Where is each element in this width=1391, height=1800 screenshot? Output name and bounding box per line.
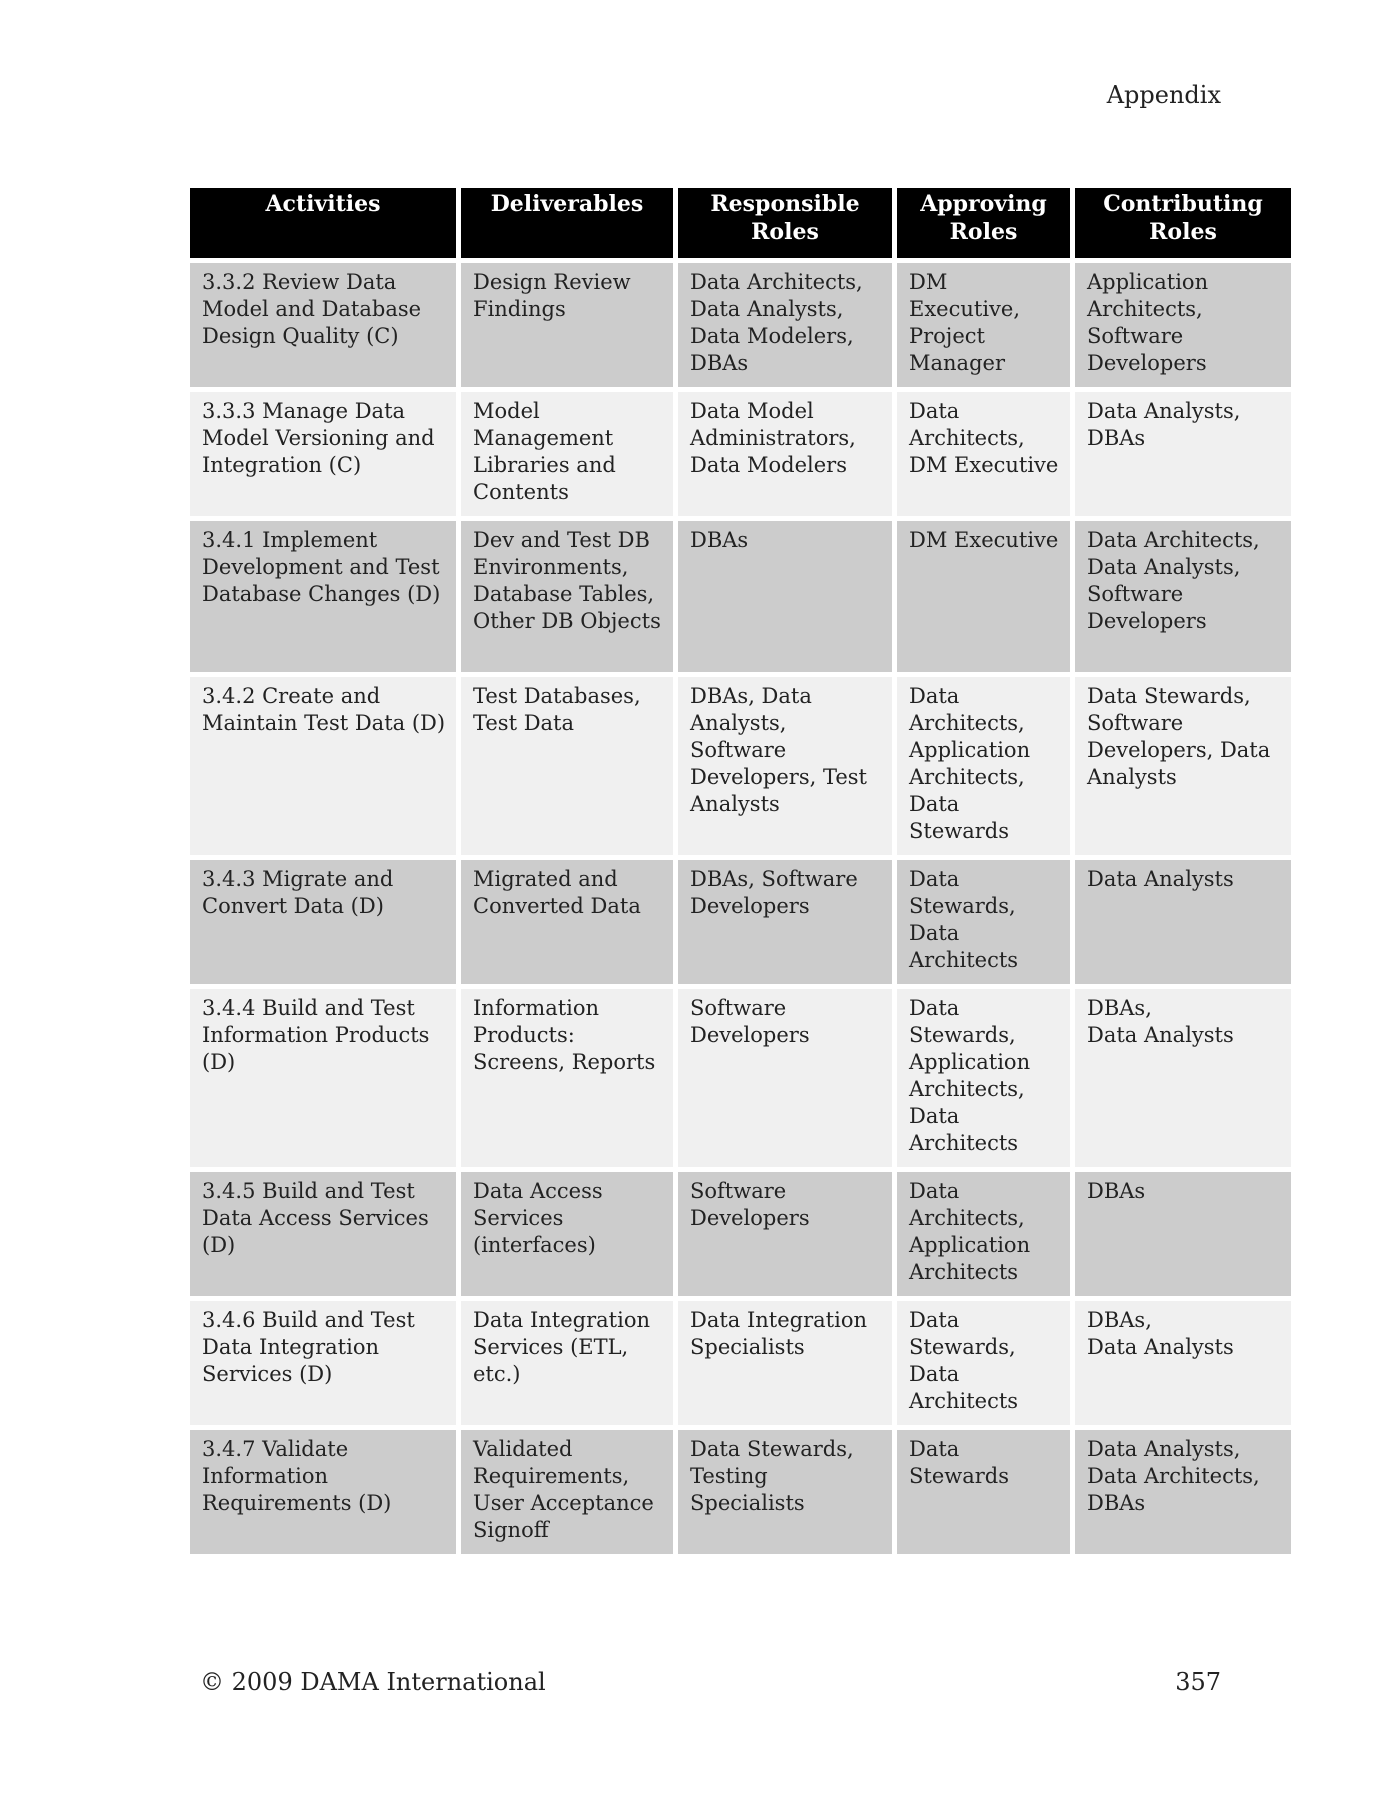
cell-responsible: Software Developers	[678, 1172, 892, 1296]
cell-approving: Data Architects, DM Executive	[897, 392, 1070, 516]
table-header-row	[190, 188, 1291, 258]
cell-responsible: Data Architects, Data Analysts, Data Modelers, DBAs	[678, 263, 892, 387]
cell-contributing: DBAs, Data Analysts	[1075, 1301, 1291, 1425]
table-row	[190, 521, 1291, 672]
table-row	[190, 860, 1291, 984]
cell-activity: 3.4.2 Create and Maintain Test Data (D)	[190, 677, 456, 855]
column-header-activities: Activities	[190, 188, 456, 258]
cell-deliverable: Validated Requirements, User Acceptance Signoff	[461, 1430, 673, 1554]
column-header-approving-roles: Approving Roles	[897, 188, 1070, 258]
cell-activity: 3.3.3 Manage Data Model Versioning and Integration (C)	[190, 392, 456, 516]
cell-approving: Data Stewards	[897, 1430, 1070, 1554]
running-header: Appendix	[1106, 81, 1221, 109]
cell-deliverable: Model Management Libraries and Contents	[461, 392, 673, 516]
cell-deliverable: Data Integration Services (ETL, etc.)	[461, 1301, 673, 1425]
cell-responsible: DBAs, Data Analysts, Software Developers, Test Analysts	[678, 677, 892, 855]
cell-deliverable: Dev and Test DB Environments, Database Tables, Other DB Objects	[461, 521, 673, 672]
cell-responsible: Data Integration Specialists	[678, 1301, 892, 1425]
cell-contributing: DBAs, Data Analysts	[1075, 989, 1291, 1167]
roles-table	[185, 183, 1296, 1559]
cell-approving: Data Architects, Application Architects, Data Stewards	[897, 677, 1070, 855]
cell-deliverable: Data Access Services (interfaces)	[461, 1172, 673, 1296]
roles-table-container	[190, 183, 1271, 1559]
column-header-contributing-roles: Contributing Roles	[1075, 188, 1291, 258]
cell-deliverable: Test Databases, Test Data	[461, 677, 673, 855]
cell-approving: Data Architects, Application Architects	[897, 1172, 1070, 1296]
cell-responsible: DBAs	[678, 521, 892, 672]
cell-deliverable: Information Products: Screens, Reports	[461, 989, 673, 1167]
cell-contributing: Data Analysts, Data Architects, DBAs	[1075, 1430, 1291, 1554]
page-number: 357	[1175, 1668, 1221, 1696]
cell-responsible: Data Stewards, Testing Specialists	[678, 1430, 892, 1554]
cell-approving: Data Stewards, Data Architects	[897, 860, 1070, 984]
cell-responsible: Software Developers	[678, 989, 892, 1167]
table-row	[190, 677, 1291, 855]
cell-activity: 3.4.5 Build and Test Data Access Services (D)	[190, 1172, 456, 1296]
cell-contributing: Application Architects, Software Developers	[1075, 263, 1291, 387]
cell-approving: DM Executive	[897, 521, 1070, 672]
cell-activity: 3.4.4 Build and Test Information Products (D)	[190, 989, 456, 1167]
table-row	[190, 263, 1291, 387]
cell-contributing: Data Architects, Data Analysts, Software Developers	[1075, 521, 1291, 672]
table-row	[190, 989, 1291, 1167]
copyright-notice: © 2009 DAMA International	[200, 1668, 546, 1696]
cell-approving: Data Stewards, Application Architects, Data Architects	[897, 989, 1070, 1167]
cell-activity: 3.4.6 Build and Test Data Integration Services (D)	[190, 1301, 456, 1425]
cell-approving: Data Stewards, Data Architects	[897, 1301, 1070, 1425]
column-header-deliverables: Deliverables	[461, 188, 673, 258]
table-row	[190, 1172, 1291, 1296]
cell-activity: 3.4.3 Migrate and Convert Data (D)	[190, 860, 456, 984]
cell-responsible: Data Model Administrators, Data Modelers	[678, 392, 892, 516]
cell-contributing: Data Stewards, Software Developers, Data Analysts	[1075, 677, 1291, 855]
cell-activity: 3.4.1 Implement Development and Test Database Changes (D)	[190, 521, 456, 672]
table-row	[190, 1301, 1291, 1425]
cell-deliverable: Migrated and Converted Data	[461, 860, 673, 984]
cell-deliverable: Design Review Findings	[461, 263, 673, 387]
cell-activity: 3.4.7 Validate Information Requirements (D)	[190, 1430, 456, 1554]
cell-contributing: Data Analysts	[1075, 860, 1291, 984]
table-row	[190, 1430, 1291, 1554]
cell-approving: DM Executive, Project Manager	[897, 263, 1070, 387]
cell-contributing: DBAs	[1075, 1172, 1291, 1296]
cell-contributing: Data Analysts, DBAs	[1075, 392, 1291, 516]
column-header-responsible-roles: Responsible Roles	[678, 188, 892, 258]
cell-activity: 3.3.2 Review Data Model and Database Design Quality (C)	[190, 263, 456, 387]
cell-responsible: DBAs, Software Developers	[678, 860, 892, 984]
table-row	[190, 392, 1291, 516]
